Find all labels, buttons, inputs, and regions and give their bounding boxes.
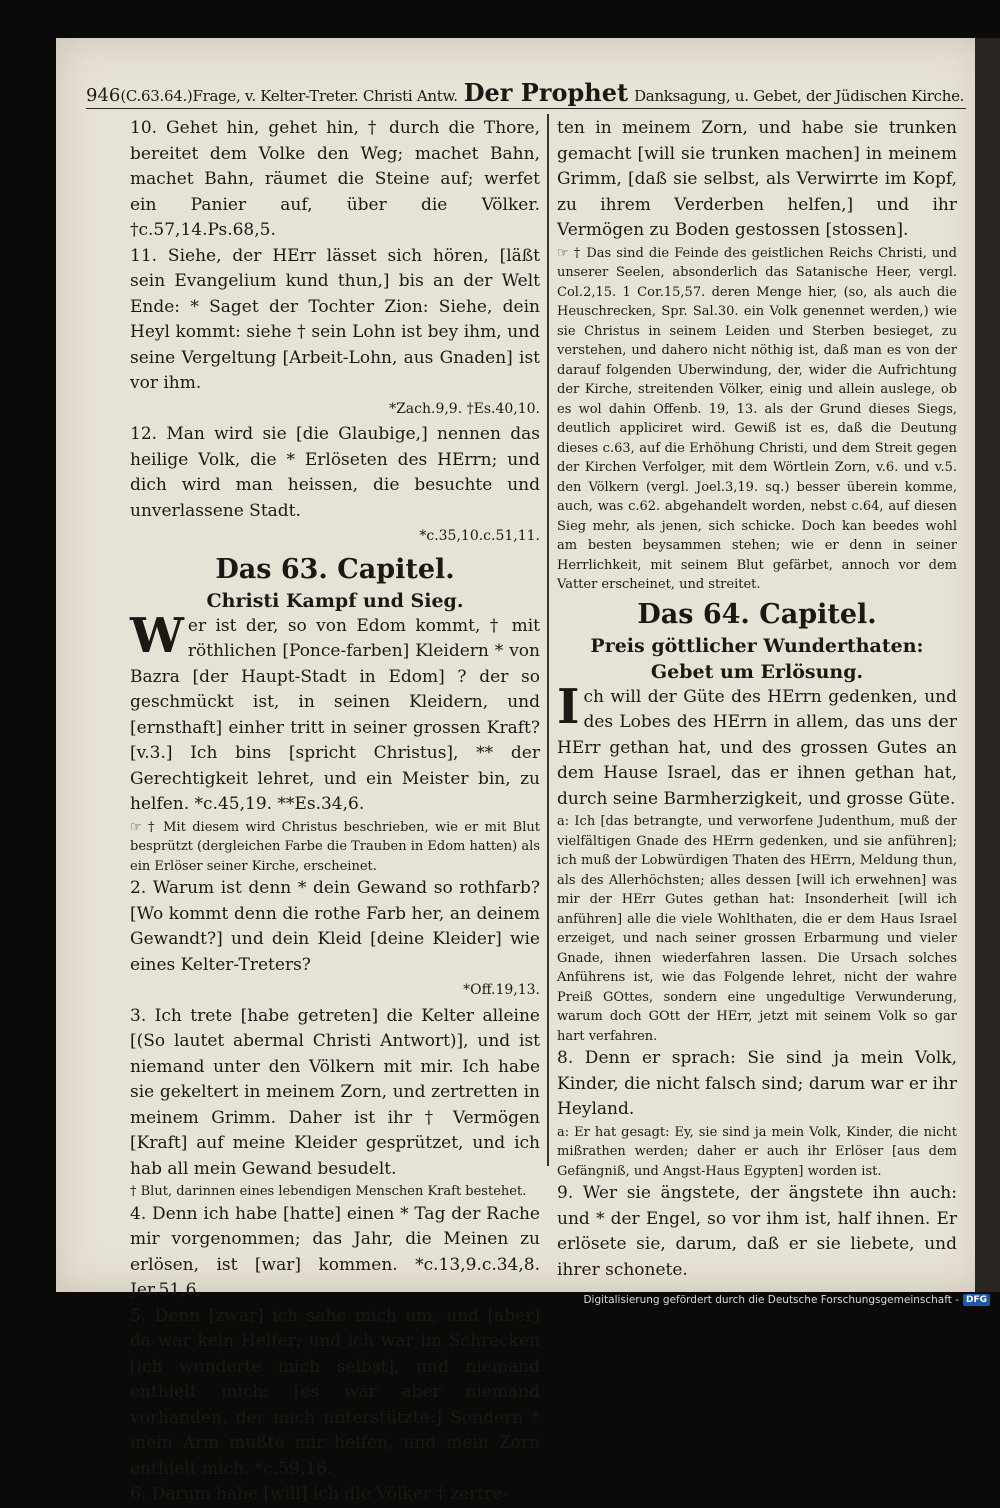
chapter-63-title: Das 63. Capitel. — [215, 553, 455, 585]
left-column — [130, 116, 540, 1508]
verse-9: 9. Wer sie ängstete, der ängstete ihn auch: und * der Engel, so vor ihm ist, half ihnen. Er erlösete sie, darum, daß er sie liebete, und ihrer schonete. — [557, 1183, 957, 1280]
commentary-note: † Blut, darinnen eines lebendigen Menschen Kraft bestehet. — [130, 1184, 527, 1199]
verse-12: 12. Man wird sie [die Glaubige,] nennen das heilige Volk, die * Erlöseten des HErrn; und dich wird man heissen, die besuchte und unverlassene Stadt. — [130, 424, 540, 521]
cross-reference: *c.35,10.c.51,11. — [419, 528, 540, 544]
digitization-footer — [583, 1294, 990, 1306]
page-number: 946 — [86, 85, 121, 106]
cross-reference: *Off.19,13. — [463, 982, 540, 998]
commentary-note: a: Ich [das betrangte, und verworfene Judenthum, muß der vielfältigen Gnade des HErrn gedenken, und sie anführen]; ich muß der Lobwürdigen Thaten des HErrn, Meldung thun, als des Allerhöchsten; alles dessen [will ich erwehnen] was mir der HErr Gutes gethan hat: Insonderheit [will ich anführen] alle die viele Wohlthaten, die er dem Haus Israel erzeiget, und nach seiner grossen Erbarmung und vieler Gnade, ihnen wiederfahren lassen. Die Ursach solches Anführens ist, wie das Folgende lehret, nicht der wahre Preiß GOttes, sondern eine ungedultige Verwunderung, warum doch GOtt der HErr, jetzt mit seinem Volk so gar hart verfahren. — [557, 814, 957, 1044]
chapter-64-subtitle: Preis göttlicher Wunderthaten: Gebet um Erlösung. — [590, 634, 924, 683]
verse-4: 4. Denn ich habe [hatte] einen * Tag der Rache mir vorgenommen; das Jahr, die Meinen zu erlösen, ist [war] kommen. *c.13,9.c.34,8. Jer.51,6. — [130, 1203, 540, 1300]
verse-10: 10. Gehet hin, gehet hin, † durch die Thore, bereitet dem Volke den Weg; machet Bahn, machet Bahn, räumet die Steine auf; werfet ein Panier auf, über die Völker. †c.57,14.Ps.68,5. — [130, 118, 540, 240]
verse-5: 5. Denn [zwar] ich sahe mich um, und [aber] da war kein Helfer; und ich war im Schrecken [ich wunderte mich selbst], und niemand enthielt mich: [es war aber niemand vorhanden, der mich unterstützte:] Sondern * mein Arm mußte mir helfen, und mein Zorn enthielt mich. *c.59,16. — [130, 1305, 540, 1479]
verse-2: 2. Warum ist denn * dein Gewand so rothfarb? [Wo kommt denn die rothe Farb her, an deinem Gewandt?] und dein Kleid [deine Kleider] wie eines Kelter-Treters? — [130, 878, 540, 975]
header-right-text: Danksagung, u. Gebet, der Jüdischen Kirche. — [634, 87, 965, 105]
commentary-note: ☞ † Mit diesem wird Christus beschrieben, wie er mit Blut besprützt (dergleichen Farbe die Trauben in Edom hatten) als ein Erlöser seiner Kirche, erscheinet. — [130, 819, 540, 874]
commentary-note: ☞ † Das sind die Feinde des geistlichen Reichs Christi, und unserer Seelen, absonderlich das Satanische Heer, vergl. Col.2,15. 1 Cor.15,57. deren Menge hier, (so, als auch die Heuschrecken, Spr. Sal.30. ein Volk genennet werden,) wie sie Christus in seinem Leiden und Sterben besieget, zu verstehen, und dahero nicht nöthig ist, daß man es von der darauf folgenden Uberwindung, der, wider die Aufrichtung der Kirche, streitenden Völker, einig und allein auslege, ob es wol dahin Offenb. 19, 13. als der Grund dieses Siegs, deutlich appliciret wird. Gewiß ist es, daß die Deutung dieses c.63, auf die Erhöhung Christi, und dem Streit gegen der Kirchen Verfolger, mit dem Wörtlein Zorn, v.6. und v.5. den Völkern (vergl. Joel.3,19. sq.) besser überein komme, auch, was c.62. abgehandelt worden, nebst c.64, auf diesen Sieg mehr, als jenen, sich schicke. Doch kan beedes wohl am besten beysammen stehen; wie er denn in seiner Herrlichkeit, mit seinem Blut gefärbet, annoch vor dem Vatter erscheinet, und streitet. — [557, 245, 957, 592]
chapter-63-subtitle: Christi Kampf und Sieg. — [206, 589, 464, 612]
cross-reference: *Zach.9,9. †Es.40,10. — [389, 400, 540, 417]
header-title: Der Prophet — [463, 78, 629, 107]
verse-11: 11. Siehe, der HErr lässet sich hören, [läßt sein Evangelium kund thun,] bis an der Welt Ende: * Saget der Tochter Zion: Siehe, dein Heyl kommt: siehe † sein Lohn ist bey ihm, und seine Vergeltung [Arbeit-Lohn, aus Gnaden] ist vor ihm. — [130, 245, 540, 393]
footer-text: Digitalisierung gefördert durch die Deutsche Forschungsgemeinschaft - — [583, 1294, 959, 1306]
verse-6-continued: ten in meinem Zorn, und habe sie trunken gemacht [will sie trunken machen] in meinem Grimm, [daß sie selbst, als Verwirrte im Kopf, zu ihrem Verderben helfen,] und ihr Vermögen zu Boden gestossen [stossen]. — [557, 118, 957, 240]
verse-6: 6. Darum habe [will] ich die Völker † zertre- — [130, 1484, 509, 1504]
running-header — [86, 78, 966, 109]
header-left-text: (C.63.64.)Frage, v. Kelter-Treter. Christi Antw. — [120, 87, 458, 105]
commentary-note: a: Er hat gesagt: Ey, sie sind ja mein Volk, Kinder, die nicht mißrathen werden; daher er auch ihr Erlöser [aus dem Gefängniß, und Angst-Haus Egypten] worden ist. — [557, 1124, 957, 1179]
verse-7-dropcap: Ich will der Güte des HErrn gedenken, und des Lobes des HErrn in allem, das uns der HErr gethan hat, und des grossen Gutes an dem Hause Israel, das er ihnen gethan hat, durch seine Barmherzigkeit, und grosse Güte. — [557, 678, 957, 809]
verse-1-dropcap: Wer ist der, so von Edom kommt, † mit röthlichen [Ponce-farben] Kleidern * von Bazra [der Haupt-Stadt in Edom] ? der so geschmückt ist, in seinen Kleidern, und [ernsthaft] einher tritt in seiner grossen Kraft? [v.3.] Ich bins [spricht Christus], ** der Gerechtigkeit lehret, und ein Meister bin, zu helfen. *c.45,19. **Es.34,6. — [130, 607, 540, 814]
right-column — [557, 116, 957, 1283]
chapter-64-title: Das 64. Capitel. — [637, 598, 877, 630]
page-edge — [975, 38, 1000, 1292]
verse-8: 8. Denn er sprach: Sie sind ja mein Volk, Kinder, die nicht falsch sind; darum war er ihr Heyland. — [557, 1048, 957, 1119]
column-divider — [547, 114, 549, 1166]
dfg-logo: DFG — [963, 1294, 990, 1306]
verse-3: 3. Ich trete [habe getreten] die Kelter alleine [(So lautet abermal Christi Antwort)], und ist niemand unter den Völkern mit mir. Ich habe sie gekeltert in meinem Zorn, und zertretten in meinem Grimm. Daher ist ihr † Vermögen [Kraft] auf meine Kleider gesprützet, und ich hab all mein Gewand besudelt. — [130, 1005, 540, 1179]
